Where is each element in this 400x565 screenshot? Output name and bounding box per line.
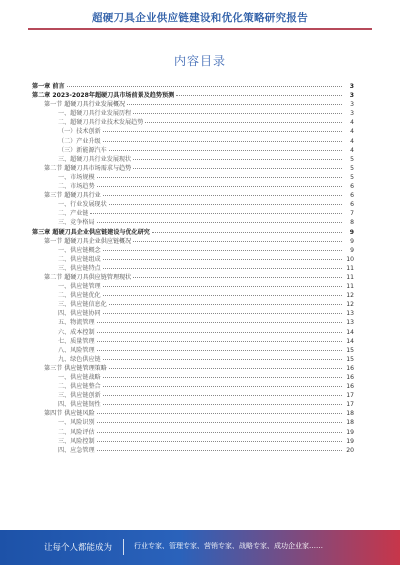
toc-entry-page: 8 bbox=[350, 219, 354, 227]
toc-entry[interactable] bbox=[32, 155, 354, 164]
toc-entry-page: 3 bbox=[350, 110, 354, 118]
toc-entry-label: 一、超硬刀具行业发展历程 bbox=[58, 110, 132, 118]
toc-leader-dots bbox=[97, 222, 342, 223]
toc-entry[interactable] bbox=[32, 437, 354, 446]
toc-entry[interactable] bbox=[32, 255, 354, 264]
toc-entry-page: 5 bbox=[350, 155, 354, 163]
toc-entry[interactable] bbox=[32, 127, 354, 136]
table-of-contents bbox=[32, 82, 354, 525]
toc-entry-page: 9 bbox=[350, 246, 354, 254]
toc-entry[interactable] bbox=[32, 191, 354, 200]
toc-leader-dots bbox=[90, 213, 342, 214]
toc-leader-dots bbox=[109, 368, 342, 369]
toc-entry-label: 第三节 超硬刀具行业 bbox=[44, 192, 101, 200]
toc-entry[interactable] bbox=[32, 282, 354, 291]
toc-entry-label: 四、应急管理 bbox=[58, 446, 95, 454]
toc-entry-label: 四、供应链协同 bbox=[58, 310, 101, 318]
toc-entry-label: 二、供应链组成 bbox=[58, 255, 101, 263]
toc-entry-label: 一、供应链管理 bbox=[58, 283, 101, 291]
toc-entry[interactable] bbox=[32, 273, 354, 282]
toc-entry-page: 12 bbox=[346, 301, 354, 309]
toc-entry-label: （一）技术创新 bbox=[58, 128, 101, 136]
toc-entry[interactable] bbox=[32, 246, 354, 255]
toc-leader-dots bbox=[103, 250, 342, 251]
toc-leader-dots bbox=[97, 341, 342, 342]
toc-entry-label: 一、供应链概念 bbox=[58, 246, 101, 254]
toc-entry[interactable] bbox=[32, 109, 354, 118]
toc-entry-label: （三）新能源汽车 bbox=[58, 146, 107, 154]
toc-entry[interactable] bbox=[32, 328, 354, 337]
toc-entry-page: 10 bbox=[346, 255, 354, 263]
toc-leader-dots bbox=[133, 277, 342, 278]
toc-entry-label: 第四节 供应链风险 bbox=[44, 410, 95, 418]
toc-entry-label: 三、风险控制 bbox=[58, 437, 95, 445]
footer-divider bbox=[123, 539, 124, 555]
toc-leader-dots bbox=[109, 150, 342, 151]
toc-entry-label: 三、竞争格局 bbox=[58, 219, 95, 227]
toc-leader-dots bbox=[103, 259, 342, 260]
toc-entry-page: 17 bbox=[346, 401, 354, 409]
toc-entry-label: 五、物流管理 bbox=[58, 319, 95, 327]
toc-entry[interactable] bbox=[32, 218, 354, 227]
toc-entry-page: 4 bbox=[350, 128, 354, 136]
toc-heading: 内容目录 bbox=[173, 54, 226, 68]
toc-entry-label: 六、成本控制 bbox=[58, 328, 95, 336]
toc-entry[interactable] bbox=[32, 309, 354, 318]
toc-entry[interactable] bbox=[32, 446, 354, 455]
toc-leader-dots bbox=[103, 295, 342, 296]
footer-slogan: 让每个人都能成为 bbox=[44, 543, 113, 553]
toc-entry[interactable] bbox=[32, 428, 354, 437]
toc-entry-label: 二、供应链优化 bbox=[58, 292, 101, 300]
toc-entry[interactable] bbox=[32, 409, 354, 418]
toc-entry[interactable] bbox=[32, 209, 354, 218]
footer-tags: 行业专家、管理专家、营销专家、战略专家、成功企业家…… bbox=[134, 542, 323, 550]
toc-entry[interactable] bbox=[32, 100, 354, 109]
toc-entry-label: 第一节 超硬刀具行业发展概况 bbox=[44, 101, 126, 109]
toc-entry-label: 二、产业链 bbox=[58, 210, 89, 218]
toc-entry-page: 15 bbox=[346, 355, 354, 363]
toc-entry[interactable] bbox=[32, 182, 354, 191]
toc-entry-page: 15 bbox=[346, 346, 354, 354]
toc-entry-label: 第二章 2023-2028年超硬刀具市场前景及趋势预测 bbox=[32, 92, 175, 100]
toc-entry-page: 6 bbox=[350, 201, 354, 209]
toc-leader-dots bbox=[103, 131, 342, 132]
toc-entry-page: 11 bbox=[346, 283, 354, 291]
toc-entry[interactable] bbox=[32, 300, 354, 309]
toc-leader-dots bbox=[145, 122, 342, 123]
toc-entry-label: 第三章 超硬刀具企业供应链建设与优化研究 bbox=[32, 228, 150, 236]
toc-leader-dots bbox=[97, 450, 342, 451]
header-divider bbox=[28, 28, 372, 30]
toc-leader-dots bbox=[103, 195, 342, 196]
toc-leader-dots bbox=[103, 386, 342, 387]
toc-leader-dots bbox=[97, 332, 342, 333]
toc-entry[interactable] bbox=[32, 200, 354, 209]
toc-entry-page: 12 bbox=[346, 292, 354, 300]
toc-entry[interactable] bbox=[32, 318, 354, 327]
toc-entry[interactable] bbox=[32, 364, 354, 373]
toc-entry-label: 四、供应链韧性 bbox=[58, 401, 101, 409]
toc-entry-label: 三、超硬刀具行业发展现状 bbox=[58, 155, 132, 163]
toc-entry-label: 第二节 超硬刀具供应链管理现状 bbox=[44, 273, 132, 281]
toc-leader-dots bbox=[133, 241, 342, 242]
toc-entry-page: 6 bbox=[350, 183, 354, 191]
toc-leader-dots bbox=[103, 141, 342, 142]
toc-entry-page: 9 bbox=[350, 237, 354, 245]
toc-entry-label: 一、风险识别 bbox=[58, 419, 95, 427]
toc-entry-page: 7 bbox=[350, 210, 354, 218]
toc-leader-dots bbox=[97, 177, 342, 178]
toc-entry-label: 第三节 供应链管理策略 bbox=[44, 364, 107, 372]
toc-leader-dots bbox=[133, 168, 342, 169]
toc-leader-dots bbox=[103, 313, 342, 314]
toc-entry[interactable] bbox=[32, 82, 354, 91]
toc-entry-page: 14 bbox=[346, 328, 354, 336]
toc-entry-page: 17 bbox=[346, 392, 354, 400]
toc-entry-page: 13 bbox=[346, 310, 354, 318]
toc-leader-dots bbox=[97, 322, 342, 323]
toc-entry[interactable] bbox=[32, 91, 354, 100]
toc-leader-dots bbox=[97, 441, 342, 442]
toc-entry-label: 一、市场规模 bbox=[58, 173, 95, 181]
toc-entry[interactable] bbox=[32, 382, 354, 391]
toc-entry-label: 一、行业发展现状 bbox=[58, 201, 107, 209]
toc-leader-dots bbox=[103, 286, 342, 287]
toc-entry-label: 二、供应链整合 bbox=[58, 383, 101, 391]
toc-entry-page: 5 bbox=[350, 173, 354, 181]
toc-leader-dots bbox=[133, 113, 342, 114]
toc-entry-page: 3 bbox=[349, 83, 354, 90]
toc-entry[interactable] bbox=[32, 164, 354, 173]
toc-leader-dots bbox=[97, 413, 342, 414]
toc-entry[interactable] bbox=[32, 373, 354, 382]
toc-leader-dots bbox=[103, 395, 342, 396]
toc-entry[interactable] bbox=[32, 237, 354, 246]
toc-entry-label: 二、风险评估 bbox=[58, 428, 95, 436]
toc-entry-page: 4 bbox=[350, 119, 354, 127]
toc-entry-page: 11 bbox=[346, 273, 354, 281]
toc-entry-page: 6 bbox=[350, 192, 354, 200]
toc-leader-dots bbox=[67, 86, 342, 87]
toc-leader-dots bbox=[97, 432, 342, 433]
toc-entry[interactable] bbox=[32, 355, 354, 364]
toc-entry-page: 3 bbox=[349, 92, 354, 100]
toc-entry-page: 11 bbox=[346, 264, 354, 272]
toc-leader-dots bbox=[103, 404, 342, 405]
toc-entry-page: 9 bbox=[349, 228, 354, 236]
toc-leader-dots bbox=[103, 377, 342, 378]
toc-entry-label: 三、供应链特点 bbox=[58, 264, 101, 272]
toc-entry[interactable] bbox=[32, 400, 354, 409]
toc-entry[interactable] bbox=[32, 346, 354, 355]
toc-entry[interactable] bbox=[32, 118, 354, 127]
toc-entry[interactable] bbox=[32, 228, 354, 237]
report-title: 超硬刀具企业供应链建设和优化策略研究报告 bbox=[92, 12, 308, 24]
toc-leader-dots bbox=[97, 186, 342, 187]
toc-leader-dots bbox=[152, 232, 342, 233]
toc-entry-label: 三、供应链创新 bbox=[58, 392, 101, 400]
toc-entry-label: 七、质量管理 bbox=[58, 337, 95, 345]
toc-entry-label: 第一章 前言 bbox=[32, 83, 65, 90]
toc-entry-label: 三、供应链信息化 bbox=[58, 301, 107, 309]
toc-entry[interactable] bbox=[32, 337, 354, 346]
page-header bbox=[0, 0, 400, 40]
toc-entry-page: 20 bbox=[346, 446, 354, 454]
toc-leader-dots bbox=[97, 422, 342, 423]
toc-entry[interactable] bbox=[32, 137, 354, 146]
toc-entry-page: 16 bbox=[346, 383, 354, 391]
toc-entry-page: 16 bbox=[346, 374, 354, 381]
toc-entry[interactable] bbox=[32, 418, 354, 427]
toc-leader-dots bbox=[97, 350, 342, 351]
toc-leader-dots bbox=[103, 268, 342, 269]
toc-entry-page: 5 bbox=[350, 164, 354, 172]
toc-leader-dots bbox=[109, 304, 342, 305]
toc-entry[interactable] bbox=[32, 391, 354, 400]
toc-entry[interactable] bbox=[32, 291, 354, 300]
toc-entry-label: 第一节 超硬刀具企业供应链概况 bbox=[44, 237, 132, 245]
toc-entry-label: 一、供应链战略 bbox=[58, 374, 101, 381]
toc-leader-dots bbox=[103, 359, 342, 360]
toc-entry-page: 13 bbox=[346, 319, 354, 327]
toc-entry-page: 19 bbox=[346, 428, 354, 436]
page-footer bbox=[0, 530, 400, 565]
toc-entry-page: 18 bbox=[346, 410, 354, 418]
toc-entry-label: 八、风险管理 bbox=[58, 346, 95, 354]
toc-leader-dots bbox=[127, 104, 342, 105]
toc-entry-page: 3 bbox=[350, 101, 354, 109]
toc-entry-page: 19 bbox=[346, 437, 354, 445]
toc-leader-dots bbox=[109, 204, 342, 205]
toc-entry[interactable] bbox=[32, 146, 354, 155]
toc-entry-label: 第二节 超硬刀具市场需求与趋势 bbox=[44, 164, 132, 172]
toc-entry-label: 二、市场趋势 bbox=[58, 183, 95, 191]
toc-entry-page: 14 bbox=[346, 337, 354, 345]
toc-leader-dots bbox=[133, 159, 342, 160]
toc-entry-page: 16 bbox=[346, 364, 354, 372]
toc-entry-page: 4 bbox=[350, 137, 354, 145]
toc-entry-page: 18 bbox=[346, 419, 354, 427]
toc-entry-page: 4 bbox=[350, 146, 354, 154]
toc-entry[interactable] bbox=[32, 264, 354, 273]
toc-leader-dots bbox=[176, 95, 342, 96]
toc-entry[interactable] bbox=[32, 173, 354, 182]
toc-entry-label: 二、超硬刀具行业技术发展趋势 bbox=[58, 119, 144, 127]
toc-entry-label: 九、绿色供应链 bbox=[58, 355, 101, 363]
toc-entry-label: （二）产业升级 bbox=[58, 137, 101, 145]
